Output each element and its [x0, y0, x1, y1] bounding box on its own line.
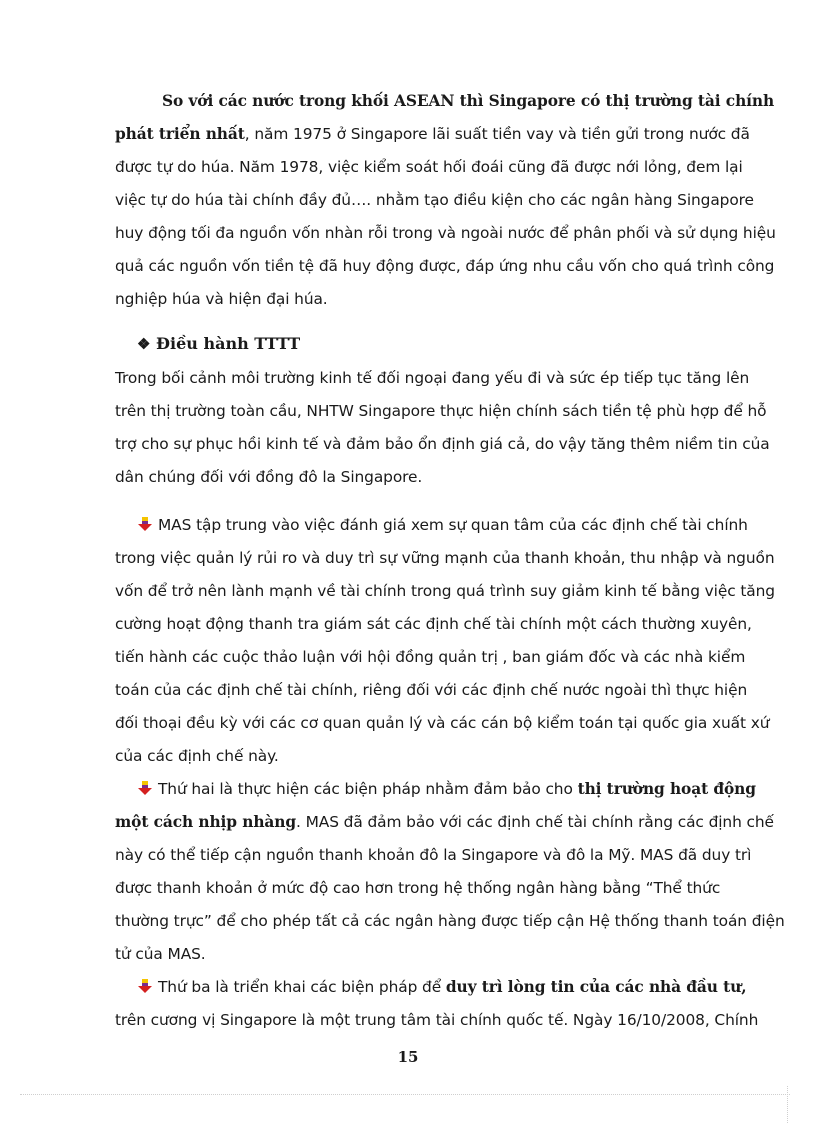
p3-line-4: cường hoạt động thanh tra giám sát các định chế tài chính một cách thường xuyên,: [115, 615, 752, 633]
p3-line-2: trong việc quản lý rủi ro và duy trì sự vững mạnh của thanh khoản, thu nhập và nguồn: [115, 549, 775, 567]
margin-divider: [787, 1086, 788, 1123]
p3-text: MAS tập trung vào việc đánh giá xem sự quan tâm của các định chế tài chính: [158, 516, 748, 534]
p4-text-2: . MAS đã đảm bảo với các định chế tài chính rằng các định chế: [296, 813, 774, 831]
p3-line-3: vốn để trở nên lành mạnh về tài chính trong quá trình suy giảm kinh tế bằng việc tăng: [115, 582, 775, 600]
heading-text: Điều hành TTTT: [156, 334, 301, 353]
p1-line-4: việc tự do húa tài chính đầy đủ…. nhằm tạo điều kiện cho các ngân hàng Singapore: [115, 191, 754, 209]
p2-line-3: trợ cho sự phục hồi kinh tế và đảm bảo ổn định giá cả, do vậy tăng thêm niềm tin của: [115, 435, 770, 453]
page-number: 15: [397, 1048, 419, 1066]
p2-line-2: trên thị trường toàn cầu, NHTW Singapore thực hiện chính sách tiền tệ phù hợp để hỗ: [115, 402, 767, 420]
p3-line-1: [138, 515, 748, 535]
p1-line-2: [115, 124, 750, 144]
p4-line-1: [138, 779, 756, 799]
p1-text: , năm 1975 ở Singapore lãi suất tiền vay và tiền gửi trong nước đã: [244, 125, 750, 143]
p1-bold-phrase: phát triển nhất: [115, 125, 245, 143]
p1-line-6: quả các nguồn vốn tiền tệ đã huy động được, đáp ứng nhu cầu vốn cho quá trình công: [115, 257, 775, 275]
p5-text: Thứ ba là triển khai các biện pháp để: [158, 978, 446, 996]
diamond-bullet-icon: ❖: [137, 335, 151, 353]
down-arrow-bullet-icon: [138, 979, 152, 993]
p2-line-4: dân chúng đối với đồng đô la Singapore.: [115, 468, 423, 486]
p4-line-3: này có thể tiếp cận nguồn thanh khoản đô la Singapore và đô la Mỹ. MAS đã duy trì: [115, 846, 752, 864]
p3-line-6: toán của các định chế tài chính, riêng đối với các định chế nước ngoài thì thực hiện: [115, 681, 748, 699]
p4-text: Thứ hai là thực hiện các biện pháp nhằm đảm bảo cho: [158, 780, 578, 798]
p4-line-2: [115, 812, 774, 832]
p3-line-7: đối thoại đều kỳ với các cơ quan quản lý và các cán bộ kiểm toán tại quốc gia xuất xứ: [115, 714, 770, 732]
p1-line-3: được tự do húa. Năm 1978, việc kiểm soát hối đoái cũng đã được nới lỏng, đem lại: [115, 158, 743, 176]
p4-line-4: được thanh khoản ở mức độ cao hơn trong hệ thống ngân hàng bằng “Thể thức: [115, 879, 721, 897]
p3-line-5: tiến hành các cuộc thảo luận với hội đồng quản trị , ban giám đốc và các nhà kiểm: [115, 648, 746, 666]
p2-line-1: Trong bối cảnh môi trường kinh tế đối ngoại đang yếu đi và sức ép tiếp tục tăng lên: [115, 369, 750, 387]
p5-line-1: [138, 977, 747, 997]
p3-line-8: của các định chế này.: [115, 747, 279, 765]
down-arrow-bullet-icon: [138, 517, 152, 531]
section-heading: [137, 334, 300, 354]
p5-line-2: trên cương vị Singapore là một trung tâm tài chính quốc tế. Ngày 16/10/2008, Chính: [115, 1011, 759, 1029]
p4-line-6: tử của MAS.: [115, 945, 206, 963]
p4-bold-phrase: thị trường hoạt động: [577, 780, 756, 798]
down-arrow-bullet-icon: [138, 781, 152, 795]
p1-line-7: nghiệp húa và hiện đại húa.: [115, 290, 328, 308]
p5-bold-phrase: duy trì lòng tin của các nhà đầu tư,: [445, 978, 747, 996]
p4-line-5: thường trực” để cho phép tất cả các ngân hàng được tiếp cận Hệ thống thanh toán điện: [115, 912, 785, 930]
p1-bold-text: So với các nước trong khối ASEAN thì Singapore có thị trường tài chính: [162, 92, 775, 110]
footer-divider: [20, 1094, 790, 1095]
p1-line-5: huy động tối đa nguồn vốn nhàn rỗi trong và ngoài nước để phân phối và sử dụng hiệu: [115, 224, 776, 242]
p4-bold-phrase-2: một cách nhịp nhàng: [115, 813, 297, 831]
p1-line-1: [162, 91, 775, 111]
